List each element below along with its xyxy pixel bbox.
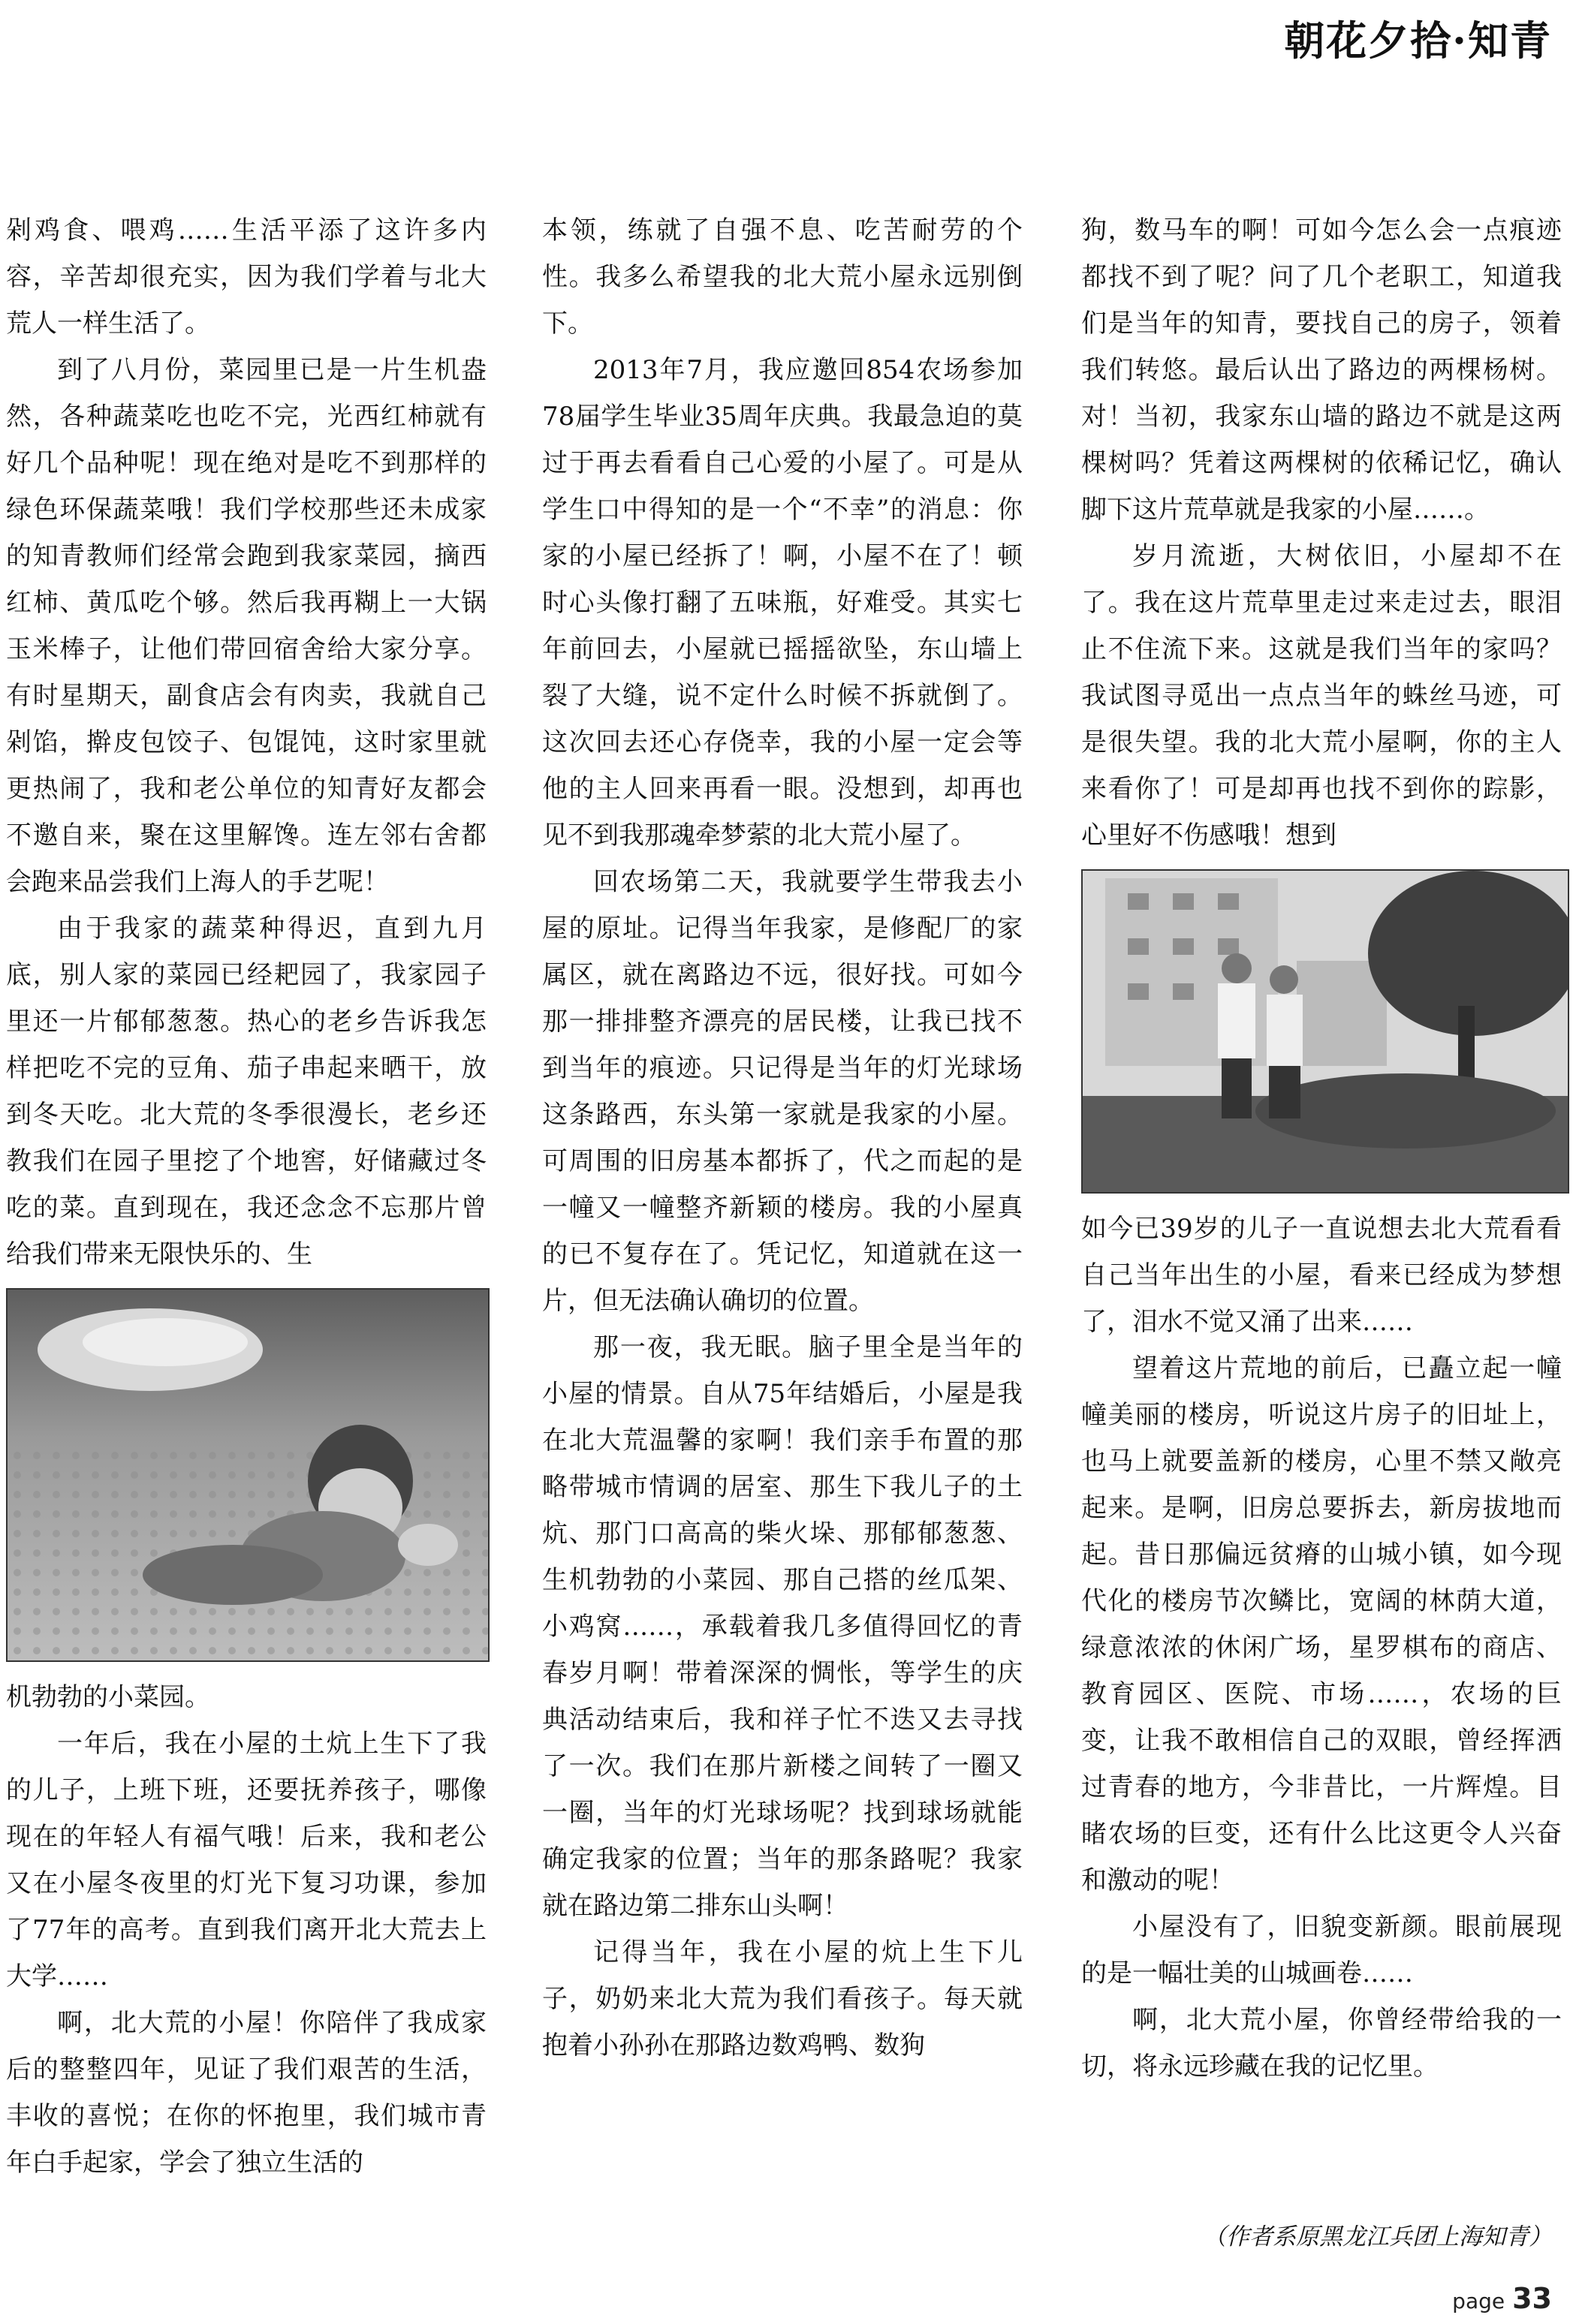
- paragraph: 回农场第二天，我就要学生带我去小屋的原址。记得当年我家，是修配厂的家属区，就在离路边不远，很好找。可如今那一排排整齐漂亮的居民楼，让我已找不到当年的痕迹。只记得是当年的灯光球场这条路西，东头第一家就是我家的小屋。可周围的旧房基本都拆了，代之而起的是一幢又一幢整齐新颖的楼房。我的小屋真的已不复存在了。凭记忆，知道就在这一片，但无法确认确切的位置。: [542, 867, 1023, 1316]
- paragraph: 小屋没有了，旧貌变新颜。眼前展现的是一幅壮美的山城画卷……: [1081, 1912, 1562, 1988]
- paragraph: 机勃勃的小菜园。: [6, 1682, 210, 1712]
- article-column-3: [1081, 207, 1562, 2090]
- paragraph: 岁月流逝，大树依旧，小屋却不在了。我在这片荒草里走过来走过去，眼泪止不住流下来。这就是我们当年的家吗？我试图寻觅出一点点当年的蛛丝马迹，可是很失望。我的北大荒小屋啊，你的主人来看你了！可是却再也找不到你的踪影，心里好不伤感哦！想到: [1081, 541, 1562, 850]
- paragraph: 狗，数马车的啊！可如今怎么会一点痕迹都找不到了呢？问了几个老职工，知道我们是当年的知青，要找自己的房子，领着我们转悠。最后认出了路边的两棵杨树。对！当初，我家东山墙的路边不就是这两棵树吗？凭着这两棵树的依稀记忆，确认脚下这片荒草就是我家的小屋……。: [1081, 215, 1562, 525]
- page-label: page: [1452, 2289, 1505, 2313]
- paragraph: 一年后，我在小屋的土炕上生下了我的儿子，上班下班，还要抚养孩子，哪像现在的年轻人有福气哦！后来，我和老公又在小屋冬夜里的灯光下复习功课，参加了77年的高考。直到我们离开北大荒去上大学……: [6, 1729, 487, 1991]
- paragraph: 啊，北大荒的小屋！你陪伴了我成家后的整整四年，见证了我们艰苦的生活，丰收的喜悦；在你的怀抱里，我们城市青年白手起家，学会了独立生活的: [6, 2008, 487, 2178]
- paragraph: 记得当年，我在小屋的炕上生下儿子，奶奶来北大荒为我们看孩子。每天就抱着小孙孙在那路边数鸡鸭、数狗: [542, 1937, 1023, 2061]
- author-byline: （作者系原黑龙江兵团上海知青）: [1203, 2223, 1552, 2250]
- paragraph: 那一夜，我无眠。脑子里全是当年的小屋的情景。自从75年结婚后，小屋是我在北大荒温馨的家啊！我们亲手布置的那略带城市情调的居室、那生下我儿子的土炕、那门口高高的柴火垛、那郁郁葱葱、生机勃勃的小菜园、那自己搭的丝瓜架、小鸡窝……，承载着我几多值得回忆的青春岁月啊！带着深深的惆怅，等学生的庆典活动结束后，我和祥子忙不迭又去寻找了一次。我们在那片新楼之间转了一圈又一圈，当年的灯光球场呢？找到球场就能确定我家的位置；当年的那条路呢？我家就在路边第二排东山头啊！: [542, 1332, 1023, 1921]
- paragraph: 啊，北大荒小屋，你曾经带给我的一切，将永远珍藏在我的记忆里。: [1081, 2005, 1562, 2082]
- paragraph: 如今已39岁的儿子一直说想去北大荒看看自己当年出生的小屋，看来已经成为梦想了，泪水不觉又涌了出来……: [1081, 1214, 1562, 1337]
- paragraph: 由于我家的蔬菜种得迟，直到九月底，别人家的菜园已经耙园了，我家园子里还一片郁郁葱葱。热心的老乡告诉我怎样把吃不完的豆角、茄子串起来晒干，放到冬天吃。北大荒的冬季很漫长，老乡还教我们在园子里挖了个地窖，好储藏过冬吃的菜。直到现在，我还念念不忘那片曾给我们带来无限快乐的、生: [6, 914, 487, 1269]
- page-number: [1452, 2282, 1552, 2315]
- photo-couple-at-site: [1081, 869, 1569, 1194]
- paragraph: 2013年7月，我应邀回854农场参加78届学生毕业35周年庆典。我最急迫的莫过于再去看看自己心爱的小屋了。可是从学生口中得知的是一个“不幸”的消息：你家的小屋已经拆了！啊，小屋不在了！顿时心头像打翻了五味瓶，好难受。其实七年前回去，小屋就已摇摇欲坠，东山墙上裂了大缝，说不定什么时候不拆就倒了。这次回去还心存侥幸，我的小屋一定会等他的主人回来再看一眼。没想到，却再也见不到我那魂牵梦萦的北大荒小屋了。: [542, 355, 1023, 850]
- page-number-value: 33: [1512, 2282, 1552, 2315]
- paragraph: 到了八月份，菜园里已是一片生机盎然，各种蔬菜吃也吃不完，光西红柿就有好几个品种呢！现在绝对是吃不到那样的绿色环保蔬菜哦！我们学校那些还未成家的知青教师们经常会跑到我家菜园，摘西红柿、黄瓜吃个够。然后我再糊上一大锅玉米棒子，让他们带回宿舍给大家分享。有时星期天，副食店会有肉卖，我就自己剁馅，擀皮包饺子、包馄饨，这时家里就更热闹了，我和老公单位的知青好友都会不邀自来，聚在这里解馋。连左邻右舍都会跑来品尝我们上海人的手艺呢！: [6, 355, 487, 897]
- article-column-2: [542, 207, 1023, 2069]
- section-title: 朝花夕拾·知青: [1284, 17, 1552, 65]
- photo-baby-on-bed: [6, 1288, 490, 1662]
- paragraph: 本领，练就了自强不息、吃苦耐劳的个性。我多么希望我的北大荒小屋永远别倒下。: [542, 215, 1023, 339]
- paragraph: 剁鸡食、喂鸡……生活平添了这许多内容，辛苦却很充实，因为我们学着与北大荒人一样生活了。: [6, 215, 487, 339]
- article-column-1: [6, 207, 487, 2186]
- paragraph: 望着这片荒地的前后，已矗立起一幢幢美丽的楼房，听说这片房子的旧址上，也马上就要盖新的楼房，心里不禁又敞亮起来。是啊，旧房总要拆去，新房拔地而起。昔日那偏远贫瘠的山城小镇，如今现代化的楼房节次鳞比，宽阔的林荫大道，绿意浓浓的休闲广场，星罗棋布的商店、教育园区、医院、市场……，农场的巨变，让我不敢相信自己的双眼，曾经挥洒过青春的地方，今非昔比，一片辉煌。目睹农场的巨变，还有什么比这更令人兴奋和激动的呢！: [1081, 1353, 1562, 1895]
